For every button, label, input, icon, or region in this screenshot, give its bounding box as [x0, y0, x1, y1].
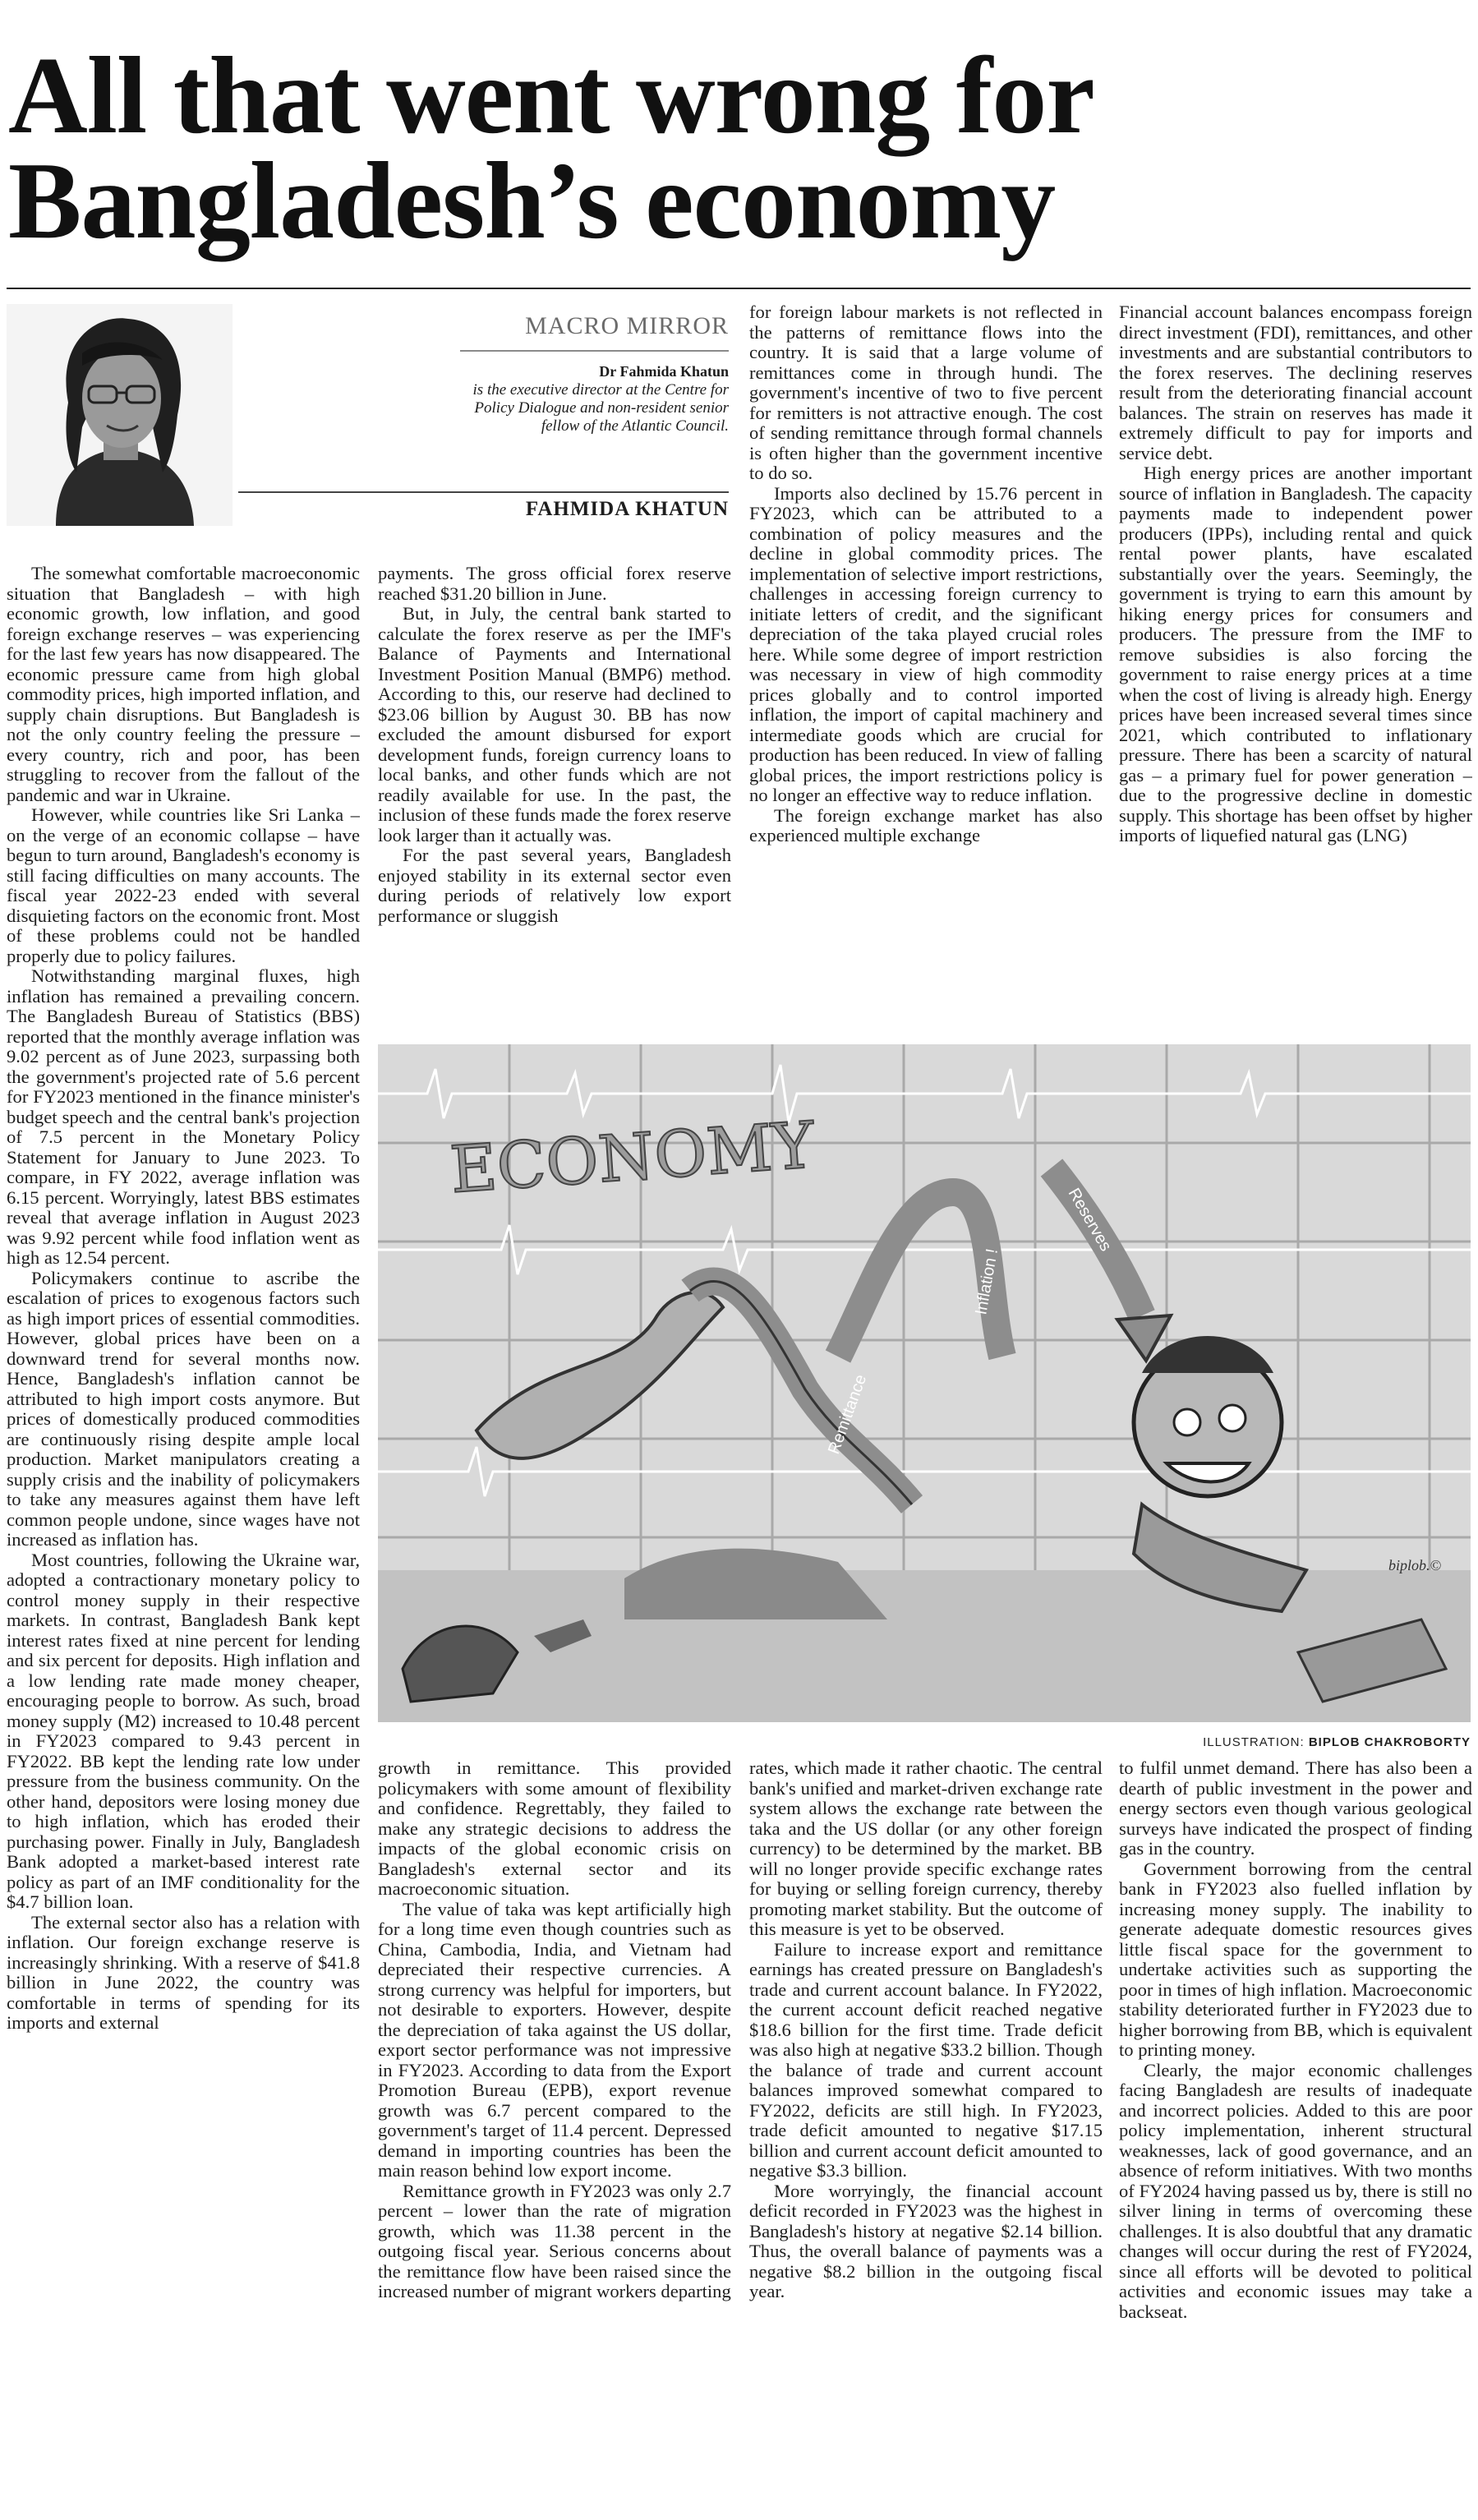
col4-bottom-paragraph: Government borrowing from the central bank in FY2023 also fuelled inflation by increasing money supply. The inability to generate adequate domestic resources gives little fiscal space for the government to undertake activities such as supporting the poor in times of high inflation. Macroeconomic stability deteriorated further in FY2023 due to higher borrowing from BB, which is equivalent to printing money. [1119, 1858, 1472, 2060]
column-info-rule [460, 350, 729, 352]
col1-paragraph: The somewhat comfortable macroeconomic situation that Bangladesh – with high economic growth, low inflation, and good foreign exchange reserves – was experiencing for the last few years has now disappeared. The economic pressure came from high global commodity prices, high imported inflation, and supply chain disruptions. But Bangladesh is not the only country feeling the pressure – every country, rich and poor, has been struggling to recover from the fallout of the pandemic and war in Ukraine. [7, 564, 360, 805]
article-column-4-top [1119, 302, 1472, 1040]
reserves-label: Reserves [1064, 1185, 1115, 1255]
col1-paragraph: Most countries, following the Ukraine war, adopted a contractionary monetary policy to control money supply in their respective markets. In contrast, Bangladesh Bank kept interest rates fixed at nine percent for lending and six percent for deposits. High inflation and a low lending rate made money cheaper, encouraging people to borrow. As such, broad money supply (M2) increased to 10.48 percent in FY2023 compared to 9.43 percent in FY2022. BB kept the lending rate low under pressure from the business community. On the other hand, depositors were losing money due to high inflation, which has eroded their purchasing power. Finally in July, Bangladesh Bank adopted a market-based interest rate policy as part of an IMF conditionality for the $4.7 billion loan. [7, 1549, 360, 1912]
headline-line-1: All that went wrong for [8, 35, 1094, 156]
inflation-label: Inflation ! [972, 1247, 1002, 1316]
author-name: Dr Fahmida Khatun [599, 363, 729, 380]
col3-top-paragraph: Imports also declined by 15.76 percent in FY2023, which can be attributed to a combination of policy measures and the decline in global commodity prices. The implementation of selective import restrictions, challenges in accessing foreign currency to initiate letters of credit, and the significant depreciation of the taka played crucial roles here. While some degree of import restriction was necessary in view of high commodity prices globally and to control imported inflation, the import of capital machinery and intermediate goods which are crucial for production has been reduced. In view of falling global prices, the import restrictions policy is no longer an effective way to reduce inflation. [749, 482, 1103, 805]
col3-bottom-paragraph: More worryingly, the financial account deficit recorded in FY2023 was the highest in Bangladesh's history at negative $2.14 billion. Thus, the overall balance of payments was a negative $8.2 billion in the outgoing fiscal year. [749, 2180, 1103, 2301]
col1-paragraph: Policymakers continue to ascribe the escalation of prices to exogenous factors such as high import prices of essential commodities. However, global prices have been on a downward trend for several months now. Hence, Bangladesh's inflation cannot be attributed to high import costs anymore. But prices of domestically produced commodities are continuously rising despite ample local production. Market manipulators creating a supply crisis and the inability of policymakers to take any measures against them have left common people undone, since wages have not increased as inflation has. [7, 1267, 360, 1550]
article-column-3-bottom [749, 1758, 1103, 2516]
wall-text: ECONOMY [448, 1108, 817, 1208]
illustration-credit [904, 1735, 1471, 1749]
remittance-label: Remittance [825, 1372, 871, 1457]
col1-paragraph: The external sector also has a relation with inflation. Our foreign exchange reserve is increasingly shrinking. With a reserve of $41.8 billion in June 2022, the country was comfortable in terms of spending for its imports and external [7, 1911, 360, 2033]
author-portrait [7, 304, 233, 526]
col2-bottom-paragraph: The value of taka was kept artificially high for a long time even though countries such as China, Cambodia, India, and Vietnam had depreciated their respective currencies. A strong currency was helpful for importers, but not desirable to exporters. However, despite the depreciation of taka against the US dollar, export sector performance was not impressive in FY2023. According to data from the Export Promotion Bureau (EPB), export revenue growth was 6.7 percent compared to the government's target of 11.4 percent. Depressed demand in importing countries has been the main reason behind low export income. [378, 1898, 731, 2181]
article-column-3-top [749, 302, 1103, 1040]
col4-top-paragraph: High energy prices are another important source of inflation in Bangladesh. The capacity payments made to independent power producers (IPPs), including rental and quick rental power plants, have escalated substantially over the years. Seemingly, the government is trying to earn this amount by hiking energy prices for consumers and producers. The pressure from the IMF to remove subsidies is also forcing the government to raise energy prices at a time when the cost of living is already high. Energy prices have been increased several times since 2021, which contributed to inflationary pressure. There has been a scarcity of natural gas – a primary fuel for power generation – due to the progressive decline in domestic supply. This shortage has been offset by higher imports of liquefied natural gas (LNG) [1119, 463, 1472, 845]
col2-bottom-paragraph: Remittance growth in FY2023 was only 2.7 percent – lower than the rate of migration growth, which was 11.38 percent in the outgoing fiscal year. Serious concerns about the remittance flow have been raised since the increased number of migrant workers departing [378, 2180, 731, 2301]
col3-bottom-paragraph: rates, which made it rather chaotic. The central bank's unified and market-driven exchange rate system allows the exchange rate between the taka and the US dollar (or any other foreign currency) to be determined by the market. BB will no longer provide specific exchange rates for buying or selling foreign currency, thereby promoting market stability. But the outcome of this measure is yet to be observed. [749, 1758, 1103, 1939]
col2-top-paragraph: For the past several years, Bangladesh enjoyed stability in its external sector even during periods of relatively low export performance or sluggish [378, 845, 731, 926]
col2-top-paragraph: But, in July, the central bank started to calculate the forex reserve as per the IMF's Balance of Payments and International Investment Position Manual (BMP6) method. According to this, our reserve had declined to $23.06 billion by August 30. BB has now excluded the amount disbursed for export development funds, foreign currency loans to local banks, and other funds which are not readily available for use. In the past, the inclusion of these funds made the forex reserve look larger than it actually was. [378, 603, 731, 845]
headline [8, 35, 1471, 261]
col4-bottom-paragraph: to fulfil unmet demand. There has also been a dearth of public investment in the power and energy sectors even though various geological surveys have indicated the prospect of finding gas in the country. [1119, 1758, 1472, 1859]
headline-line-2: Bangladesh’s economy [8, 140, 1056, 261]
article-column-2-bottom [378, 1758, 731, 2516]
economy-cartoon [378, 1044, 1471, 1722]
col3-top-paragraph: for foreign labour markets is not reflected in the patterns of remittance flows into the country. It is said that a large volume of remittances come in through hundi. The government's incentive of two to five percent for remitters is not attractive enough. The cost of sending remittance through formal channels is often higher than the government incentive to do so. [749, 302, 1103, 483]
headline-rule [7, 288, 1471, 289]
col3-bottom-paragraph: Failure to increase export and remittance earnings has created pressure on Bangladesh's trade and current account balance. In FY2022, the current account deficit reached negative $18.6 billion for the first time. Trade deficit was also high at negative $33.2 billion. Though the balance of trade and current account balances improved somewhat compared to FY2022, deficits are still high. In FY2023, trade deficit amounted to negative $17.15 billion and current account deficit amounted to negative $3.3 billion. [749, 1938, 1103, 2181]
col4-top-paragraph: Financial account balances encompass foreign direct investment (FDI), remittances, and other investments and are substantial contributors to the forex reserves. The declining reserves result from the deteriorating financial account balances. The strain on reserves has made it extremely difficult to pay for imports and service debt. [1119, 302, 1472, 463]
col4-bottom-paragraph: Clearly, the major economic challenges facing Bangladesh are results of inadequate and incorrect policies. Added to this are poor policy implementation, inherent structural weaknesses, lack of good governance, and an absence of reform initiatives. With two months of FY2024 having passed us by, there is still no silver lining in terms of overcoming these challenges. It is also doubtful that any dramatic changes will occur during the rest of FY2024, since all efforts will be devoted to political activities and economic issues may take a backseat. [1119, 2059, 1472, 2322]
col2-bottom-paragraph: growth in remittance. This provided policymakers with some amount of flexibility and confidence. Regrettably, they failed to make any strategic decisions to address the impacts of the global economic crisis on Bangladesh's external sector and its macroeconomic situation. [378, 1758, 731, 1899]
col1-paragraph: However, while countries like Sri Lanka – on the verge of an economic collapse – have begun to turn around, Bangladesh's economy is still facing difficulties on many accounts. The fiscal year 2022-23 ended with several disquieting factors on the economic front. Most of these problems could not be handled properly due to policy failures. [7, 804, 360, 966]
byline-rule [238, 491, 729, 493]
byline: FAHMIDA KHATUN [525, 498, 729, 520]
author-bio: is the executive director at the Centre for Policy Dialogue and non-resident senior fellow of the Atlantic Council. [472, 381, 729, 435]
article-column-1 [7, 564, 360, 2516]
article-column-4-bottom [1119, 1758, 1472, 2516]
author-portrait-drawing [7, 304, 233, 526]
col1-paragraph: Notwithstanding marginal fluxes, high inflation has remained a prevailing concern. The Bangladesh Bureau of Statistics (BBS) reported that the monthly average inflation was 9.02 percent as of June 2023, surpassing both the government's projected rate of 5.6 percent for FY2023 mentioned in the finance minister's budget speech and the central bank's projection of 7.5 percent in the Monetary Policy Statement for January to June 2023. To compare, in FY 2022, average inflation was 6.15 percent. Worryingly, latest BBS estimates reveal that average inflation in August 2023 was 9.92 percent while food inflation went as high as 12.54 percent. [7, 965, 360, 1268]
economy-illustration [378, 1044, 1471, 1722]
col3-top-paragraph: The foreign exchange market has also experienced multiple exchange [749, 804, 1103, 845]
column-name: MACRO MIRROR [525, 312, 729, 339]
artist-signature: biplob.© [1388, 1557, 1442, 1573]
col2-top-paragraph: payments. The gross official forex reserve reached $31.20 billion in June. [378, 564, 731, 604]
credit-label: ILLUSTRATION: [1203, 1735, 1305, 1749]
credit-name: BIPLOB CHAKROBORTY [1308, 1735, 1471, 1749]
article-column-2-top [378, 564, 731, 1040]
